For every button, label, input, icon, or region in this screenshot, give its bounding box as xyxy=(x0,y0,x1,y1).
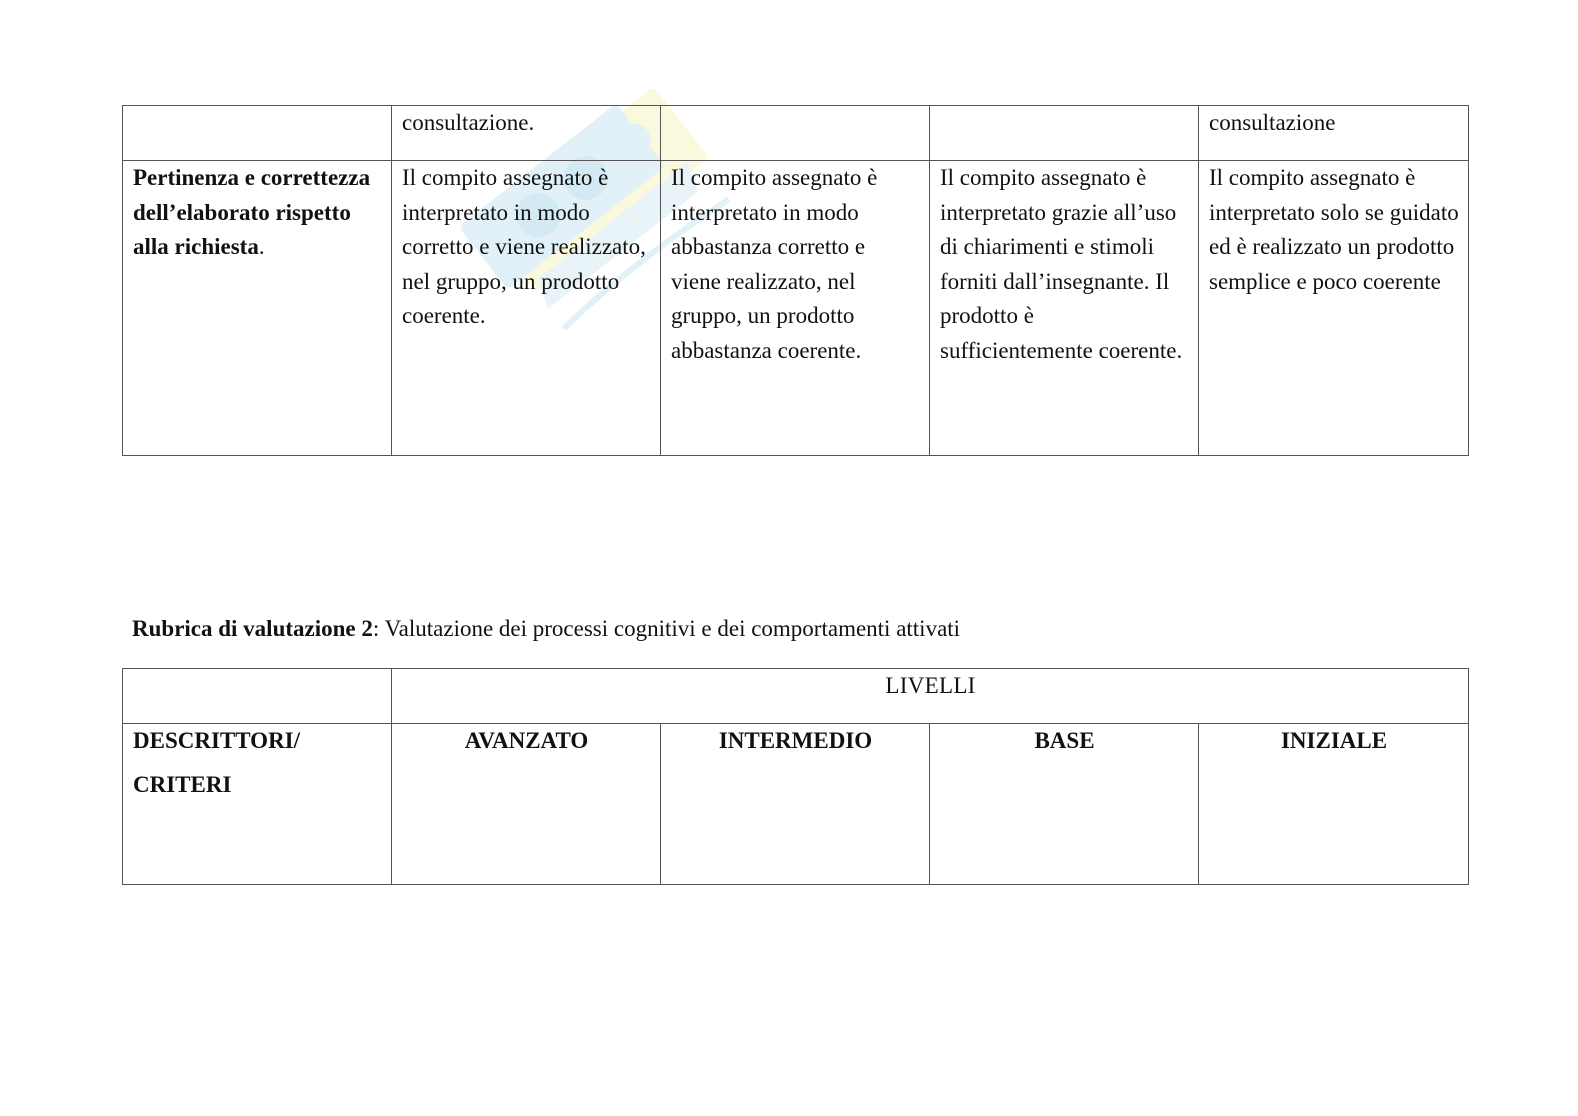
heading-rest: : Valutazione dei processi cognitivi e dei comportamenti attivati xyxy=(372,616,961,641)
table-cell: consultazione. xyxy=(392,106,661,161)
table-row xyxy=(123,161,1469,456)
level-description-intermediate: Il compito assegnato è interpretato in modo abbastanza corretto e viene realizzato, nel gruppo, un prodotto abbastanza coerente. xyxy=(661,161,930,456)
table-row xyxy=(123,724,1469,885)
level-description-base: Il compito assegnato è interpretato grazie all’uso di chiarimenti e stimoli forniti dall’insegnante. Il prodotto è sufficientemente coerente. xyxy=(930,161,1199,456)
table-cell: consultazione xyxy=(1199,106,1469,161)
heading-bold: Rubrica di valutazione 2 xyxy=(132,616,373,641)
criteria-header xyxy=(123,724,392,885)
table-row xyxy=(123,669,1469,724)
level-header-intermediate: INTERMEDIO xyxy=(661,724,930,885)
level-description-advanced: Il compito assegnato è interpretato in modo corretto e viene realizzato, nel gruppo, un prodotto coerente. xyxy=(392,161,661,456)
level-description-initial: Il compito assegnato è interpretato solo se guidato ed è realizzato un prodotto semplice e poco coerente xyxy=(1199,161,1469,456)
criteria-line-1: DESCRITTORI/ xyxy=(133,728,301,753)
criteria-line-2: CRITERI xyxy=(133,772,232,797)
table-cell xyxy=(123,669,392,724)
levels-header: LIVELLI xyxy=(392,669,1469,724)
criterion-cell xyxy=(123,161,392,456)
table-cell xyxy=(123,106,392,161)
section-heading xyxy=(132,612,960,646)
criterion-title: Pertinenza e correttezza dell’elaborato rispetto alla richiesta xyxy=(133,165,371,259)
level-header-initial: INIZIALE xyxy=(1199,724,1469,885)
table-cell xyxy=(930,106,1199,161)
rubric-table-1 xyxy=(122,105,1469,456)
criterion-tail: . xyxy=(258,234,265,259)
level-header-base: BASE xyxy=(930,724,1199,885)
level-header-advanced: AVANZATO xyxy=(392,724,661,885)
table-row xyxy=(123,106,1469,161)
table-cell xyxy=(661,106,930,161)
rubric-table-2 xyxy=(122,668,1469,885)
